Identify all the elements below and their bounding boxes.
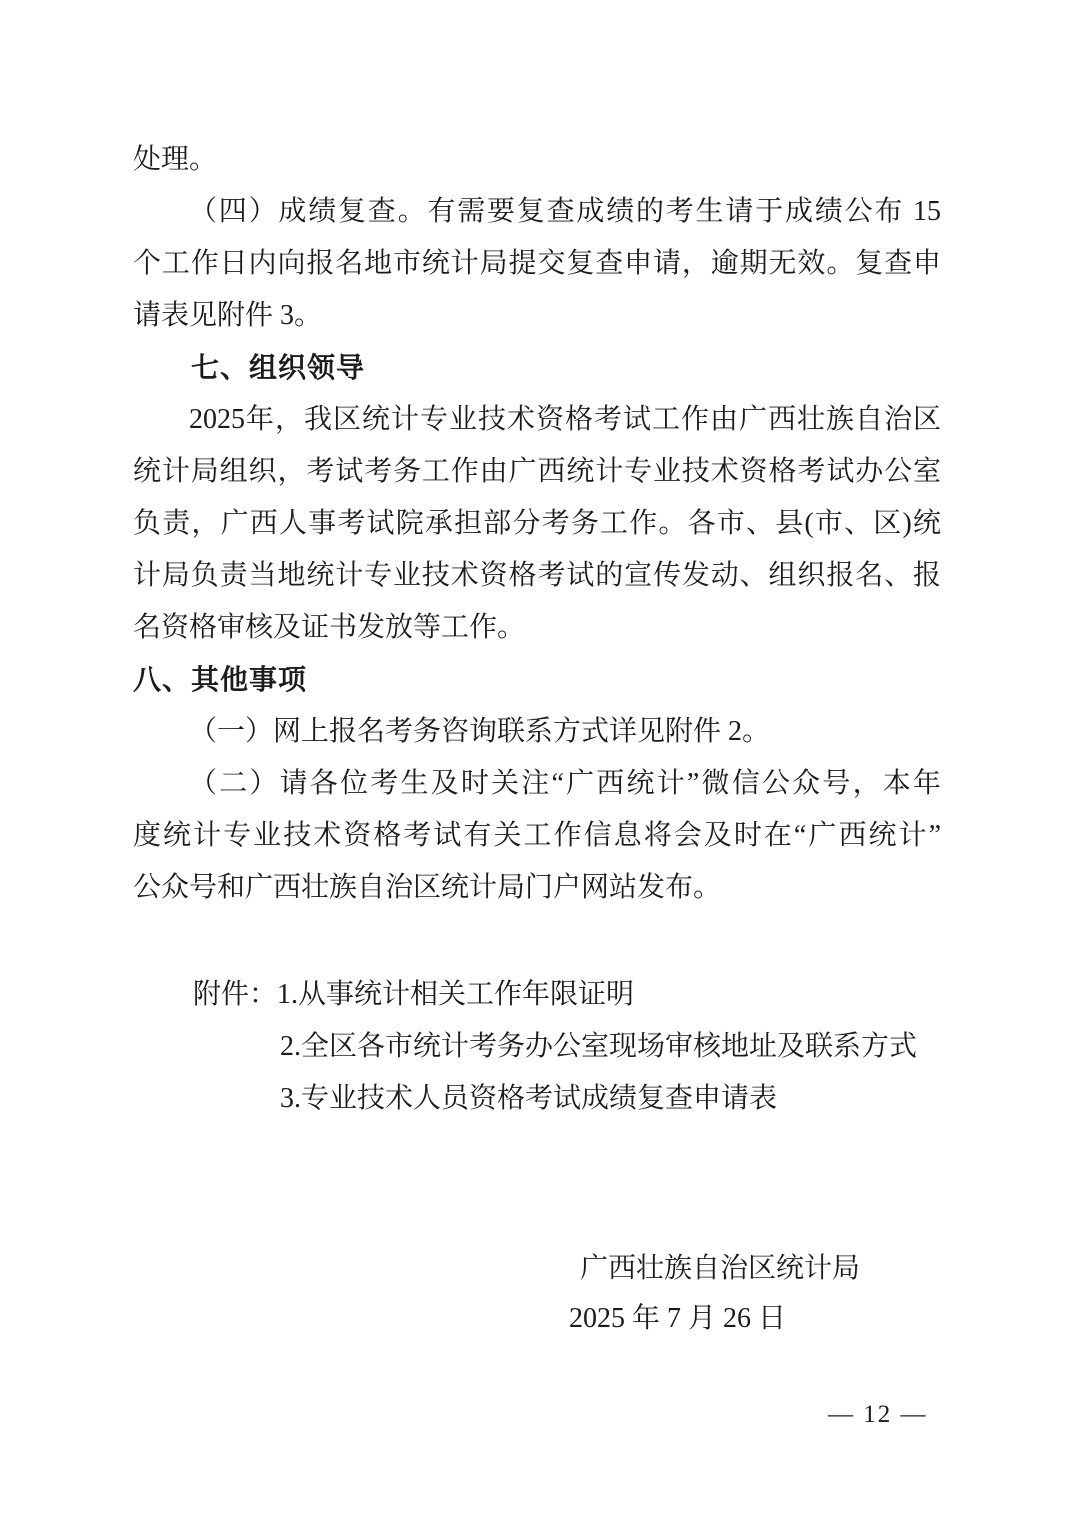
attachment-item: 3.专业技术人员资格考试成绩复查申请表 — [280, 1083, 778, 1114]
paragraph-line: 负责，广西人事考试院承担部分考务工作。各市、县(市、区)统 — [133, 508, 941, 539]
paragraph-line: （一）网上报名考务咨询联系方式详见附件 2。 — [189, 716, 771, 747]
paragraph-line: 计局负责当地统计专业技术资格考试的宣传发动、组织报名、报 — [133, 560, 941, 591]
section-heading-organization-leadership: 七、组织领导 — [191, 352, 366, 383]
document-body — [133, 134, 941, 1344]
paragraph-line: （四）成绩复查。有需要复查成绩的考生请于成绩公布 15 — [189, 196, 941, 227]
paragraph-line: （二）请各位考生及时关注“广西统计”微信公众号，本年 — [189, 768, 941, 799]
vertical-gap — [133, 1125, 941, 1244]
paragraph-line: 请表见附件 3。 — [133, 300, 323, 331]
attachment-label: 附件： — [193, 979, 278, 1010]
paragraph-line: 2025年，我区统计专业技术资格考试工作由广西壮族自治区 — [189, 404, 941, 435]
paragraph-line: 公众号和广西壮族自治区统计局门户网站发布。 — [133, 872, 722, 903]
attachment-item: 1.从事统计相关工作年限证明 — [277, 979, 635, 1010]
vertical-gap — [133, 914, 941, 969]
page-number: — 12 — — [828, 1401, 928, 1428]
paragraph-line: 度统计专业技术资格考试有关工作信息将会及时在“广西统计” — [133, 820, 941, 851]
section-heading-other-matters: 八、其他事项 — [133, 664, 308, 695]
issue-date: 2025 年 7 月 26 日 — [569, 1303, 787, 1334]
paragraph-line: 处理。 — [133, 144, 218, 175]
paragraph-line: 个工作日内向报名地市统计局提交复查申请，逾期无效。复查申 — [133, 248, 941, 279]
issuer-name: 广西壮族自治区统计局 — [580, 1253, 861, 1284]
paragraph-line: 名资格审核及证书发放等工作。 — [133, 612, 526, 643]
attachment-line — [133, 969, 941, 1021]
attachment-item: 2.全区各市统计考务办公室现场审核地址及联系方式 — [280, 1031, 918, 1062]
paragraph-line: 统计局组织，考试考务工作由广西统计专业技术资格考试办公室 — [133, 456, 941, 487]
